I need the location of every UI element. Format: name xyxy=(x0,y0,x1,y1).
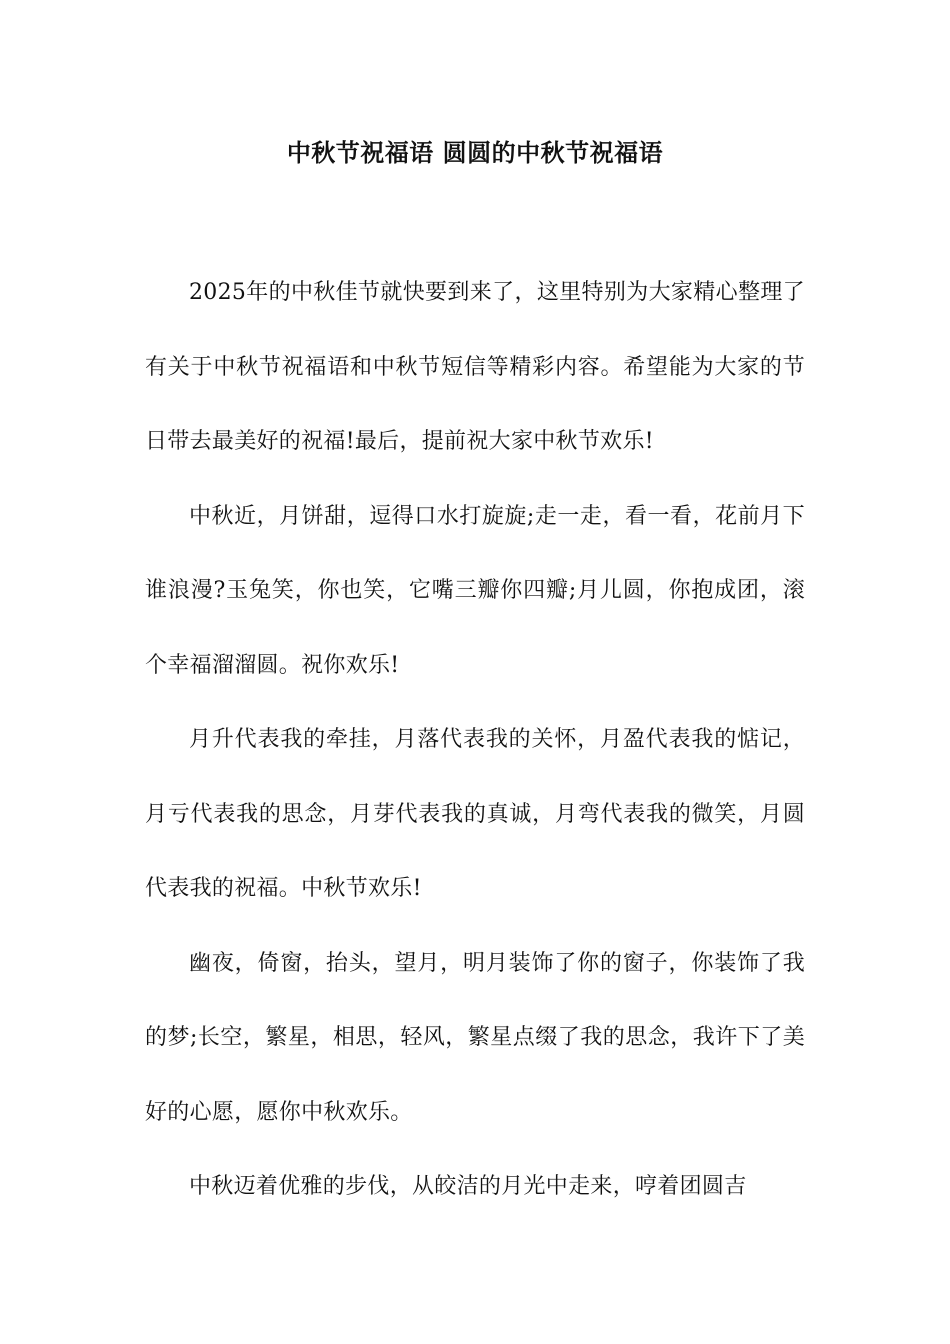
paragraph-greeting-4: 中秋迈着优雅的步伐，从皎洁的月光中走来，哼着团圆吉 xyxy=(189,1174,747,1199)
paragraph-greeting-3: 幽夜，倚窗，抬头，望月，明月装饰了你的窗子，你装饰了我的梦;长空，繁星，相思，轻风，繁星点缀了我的思念，我许下了美好的心愿，愿你中秋欢乐。 xyxy=(145,950,805,1125)
document-body xyxy=(145,256,805,1225)
paragraph-greeting-2: 月升代表我的牵挂，月落代表我的关怀，月盈代表我的惦记，月亏代表我的思念，月芽代表我的真诚，月弯代表我的微笑，月圆代表我的祝福。中秋节欢乐! xyxy=(145,727,805,901)
paragraph-greeting-1: 中秋近，月饼甜，逗得口水打旋旋;走一走，看一看，花前月下谁浪漫?玉兔笑，你也笑，它嘴三瓣你四瓣;月儿圆，你抱成团，滚个幸福溜溜圆。祝你欢乐! xyxy=(145,503,805,678)
page-title: 中秋节祝福语 圆圆的中秋节祝福语 xyxy=(286,139,664,167)
paragraph-intro: 2025年的中秋佳节就快要到来了，这里特别为大家精心整理了有关于中秋节祝福语和中秋节短信等精彩内容。希望能为大家的节日带去最美好的祝福!最后，提前祝大家中秋节欢乐! xyxy=(145,280,805,454)
